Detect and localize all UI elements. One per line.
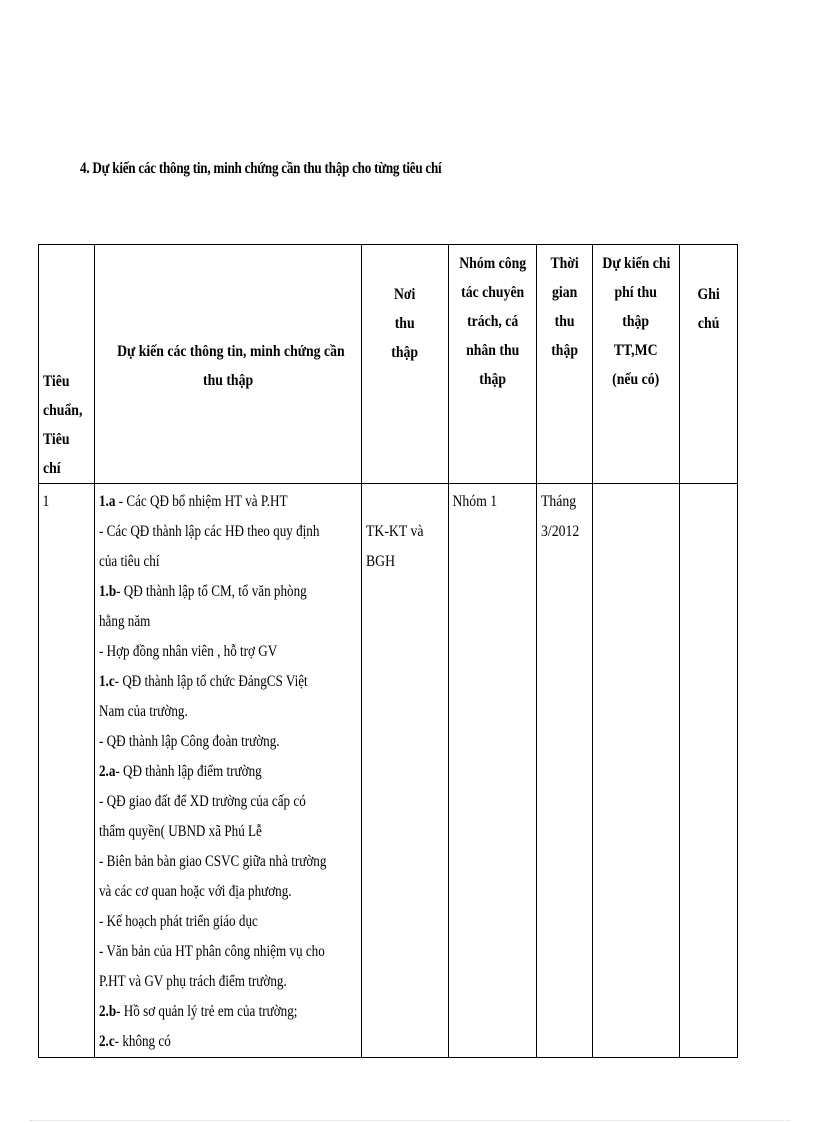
page-edge-divider bbox=[30, 1120, 790, 1121]
criterion-code: 2.b bbox=[99, 1003, 117, 1020]
header-cost bbox=[593, 245, 679, 484]
info-line bbox=[99, 487, 357, 517]
header-group-line: Nhóm công bbox=[458, 255, 526, 272]
place-line: BGH bbox=[366, 553, 396, 570]
header-time bbox=[537, 245, 593, 484]
header-cost-line: TT,MC bbox=[614, 342, 658, 359]
header-time-line: Thời bbox=[550, 255, 579, 272]
header-time-line: thu bbox=[554, 313, 575, 330]
info-text: - Biên bản bàn giao CSVC giữa nhà trường bbox=[99, 853, 327, 870]
info-line bbox=[99, 607, 357, 637]
info-text: - Kế hoạch phát triển giáo dục bbox=[99, 913, 259, 930]
header-cost-line: phí thu bbox=[614, 284, 658, 301]
cell-info bbox=[95, 484, 362, 1058]
header-group-line: tác chuyên bbox=[460, 284, 524, 301]
header-cost-line: thập bbox=[622, 313, 650, 330]
info-line bbox=[99, 757, 357, 787]
cell-note bbox=[679, 484, 737, 1058]
info-line bbox=[99, 937, 357, 967]
info-text: - QĐ thành lập Công đoàn trường. bbox=[99, 733, 280, 750]
header-place-line: thu bbox=[395, 315, 415, 332]
info-text: - QĐ thành lập tổ CM, tổ văn phòng bbox=[116, 583, 307, 600]
header-note-line: chú bbox=[697, 315, 720, 332]
standard-number: 1 bbox=[42, 493, 50, 510]
criterion-code: 2.c bbox=[99, 1033, 115, 1050]
header-note bbox=[679, 245, 737, 484]
info-text: - không có bbox=[114, 1033, 172, 1050]
header-standard bbox=[39, 245, 95, 484]
header-group-line: nhân thu bbox=[465, 342, 520, 359]
header-standard-line: Tiêu bbox=[43, 431, 70, 448]
info-text: - Hợp đồng nhân viên , hỗ trợ GV bbox=[99, 643, 278, 660]
header-info-line: Dự kiến các thông tin, minh chứng cần bbox=[117, 343, 345, 360]
time-line: 3/2012 bbox=[541, 523, 580, 540]
header-group-line: thập bbox=[479, 371, 506, 388]
group-value: Nhóm 1 bbox=[452, 493, 497, 510]
info-text: Nam của trường. bbox=[99, 703, 188, 720]
note-value bbox=[680, 484, 729, 487]
info-line bbox=[99, 697, 357, 727]
cell-group bbox=[448, 484, 536, 1058]
header-standard-line: chuẩn, bbox=[43, 402, 83, 419]
info-text: P.HT và GV phụ trách điểm trường. bbox=[99, 973, 287, 990]
info-line bbox=[99, 577, 357, 607]
criterion-code: 2.a bbox=[99, 763, 116, 780]
header-place bbox=[362, 245, 448, 484]
info-text: của tiêu chí bbox=[99, 553, 160, 570]
info-text: - QĐ thành lập tổ chức ĐảngCS Việt bbox=[114, 673, 308, 690]
header-cost-line: (nếu có) bbox=[612, 371, 660, 388]
cell-time bbox=[537, 484, 593, 1058]
cost-value bbox=[593, 484, 666, 487]
info-line bbox=[99, 1027, 357, 1057]
evidence-table bbox=[38, 244, 738, 1058]
info-line bbox=[99, 997, 357, 1027]
info-text: và các cơ quan hoặc với địa phương. bbox=[99, 883, 292, 900]
header-time-line: gian bbox=[552, 284, 578, 301]
header-place-line: thập bbox=[391, 344, 419, 361]
header-standard-line: Tiêu bbox=[43, 373, 70, 390]
info-text: - Các QĐ bổ nhiệm HT và P.HT bbox=[115, 493, 288, 510]
table-header-row bbox=[39, 245, 738, 484]
section-heading: 4. Dự kiến các thông tin, minh chứng cần thu thập cho từng tiêu chí bbox=[80, 160, 442, 177]
header-group-line: trách, cá bbox=[466, 313, 519, 330]
info-line bbox=[99, 787, 357, 817]
header-note-line: Ghi bbox=[697, 286, 720, 303]
cell-place bbox=[362, 484, 448, 1058]
info-text: - Hồ sơ quản lý trẻ em của trường; bbox=[116, 1003, 298, 1020]
header-group bbox=[448, 245, 536, 484]
info-line bbox=[99, 847, 357, 877]
info-line bbox=[99, 667, 357, 697]
info-text: thẩm quyền( UBND xã Phú Lễ bbox=[99, 823, 263, 840]
criterion-code: 1.c bbox=[99, 673, 115, 690]
info-line bbox=[99, 907, 357, 937]
info-text: hằng năm bbox=[99, 613, 151, 630]
info-text: - QĐ giao đất để XD trường của cấp có bbox=[99, 793, 307, 810]
cell-cost bbox=[593, 484, 679, 1058]
header-info-line: thu thập bbox=[203, 372, 254, 389]
header-cost-line: Dự kiến chi bbox=[602, 255, 671, 272]
cell-standard bbox=[39, 484, 95, 1058]
info-list bbox=[95, 484, 361, 1057]
header-info bbox=[95, 245, 362, 484]
time-line: Tháng bbox=[541, 493, 577, 510]
info-line bbox=[99, 637, 357, 667]
info-text: - Các QĐ thành lập các HĐ theo quy định bbox=[99, 523, 320, 540]
info-line bbox=[99, 877, 357, 907]
info-line bbox=[99, 517, 357, 547]
header-place-line: Nơi bbox=[394, 286, 416, 303]
criterion-code: 1.b bbox=[99, 583, 117, 600]
info-text: - QĐ thành lập điểm trường bbox=[115, 763, 262, 780]
info-text: - Văn bản của HT phân công nhiệm vụ cho bbox=[99, 943, 326, 960]
info-line bbox=[99, 967, 357, 997]
table-row bbox=[39, 484, 738, 1058]
info-line bbox=[99, 817, 357, 847]
info-line bbox=[99, 547, 357, 577]
place-line: TK-KT và bbox=[366, 523, 424, 540]
header-standard-line: chí bbox=[43, 460, 61, 477]
criterion-code: 1.a bbox=[99, 493, 116, 510]
header-time-line: thập bbox=[551, 342, 579, 359]
info-line bbox=[99, 727, 357, 757]
